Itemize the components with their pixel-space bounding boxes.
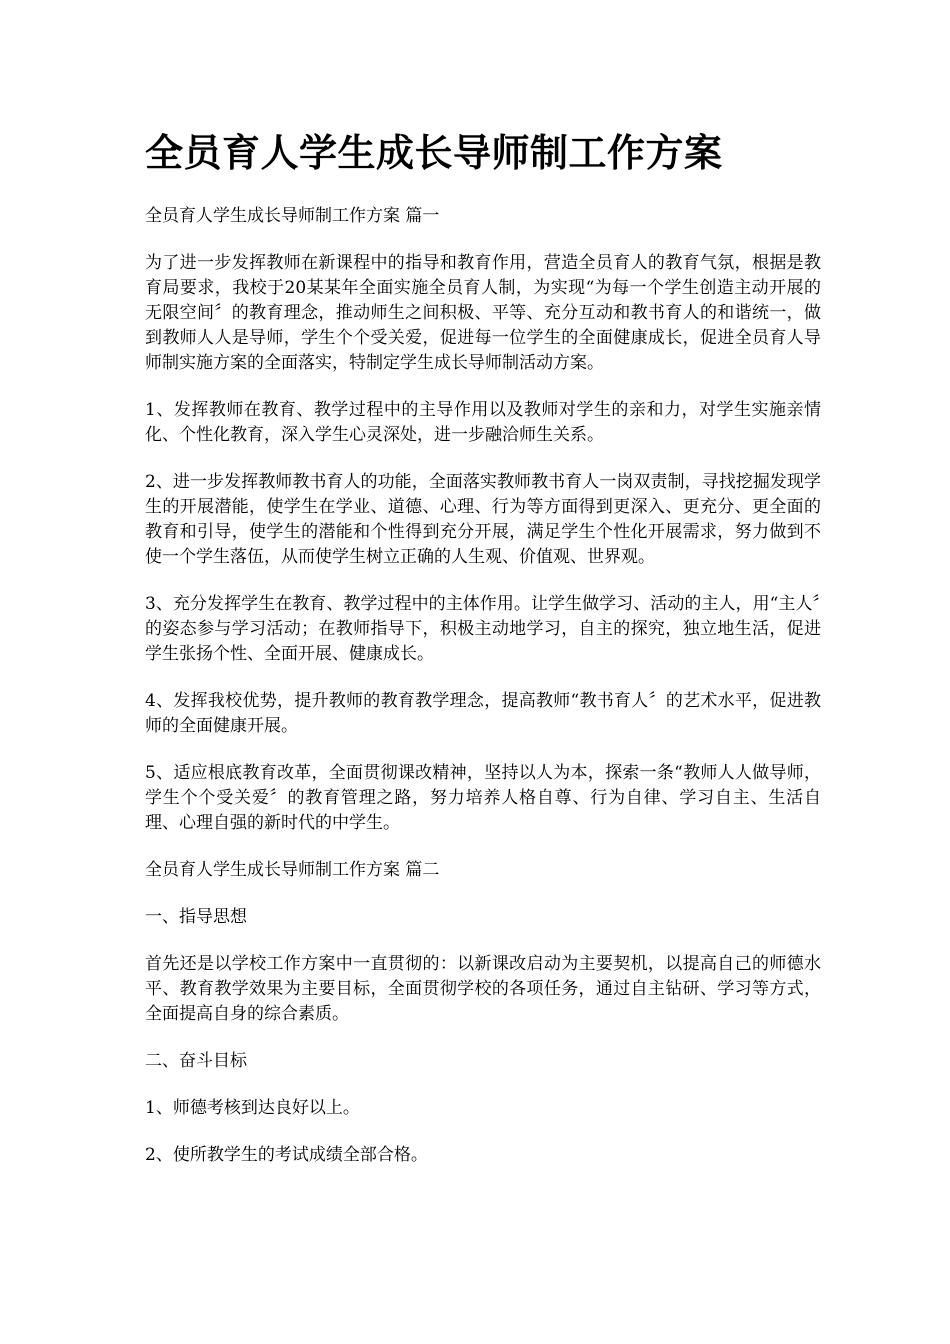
section-heading-1: 全员育人学生成长导师制工作方案 篇一 <box>145 206 440 226</box>
goal-item-5: 5、适应根底教育改革，全面贯彻课改精神，坚持以人为本，探索一条“教师人人做导师，学生个个受关爱〞的教育管理之路，努力培养人格自尊、行为自律、学习自主、生活自理、心理自强的新时代的中学生。 <box>145 763 821 833</box>
objective-item-1: 1、师德考核到达良好以上。 <box>145 1098 360 1118</box>
goal-item-3: 3、充分发挥学生在教育、教学过程中的主体作用。让学生做学习、活动的主人，用“主人〞的姿态参与学习活动；在教师指导下，积极主动地学习，自主的探究，独立地生活，促进学生张扬个性、全面开展、健康成长。 <box>145 594 821 664</box>
guiding-thought-paragraph: 首先还是以学校工作方案中一直贯彻的：以新课改启动为主要契机，以提高自己的师德水平、教育教学效果为主要目标，全面贯彻学校的各项任务，通过自主钻研、学习等方式，全面提高自身的综合素质。 <box>145 954 821 1024</box>
objective-item-2: 2、使所教学生的考试成绩全部合格。 <box>145 1145 428 1165</box>
subheading-objectives: 二、奋斗目标 <box>145 1051 247 1071</box>
goal-item-4: 4、发挥我校优势，提升教师的教育教学理念，提高教师“教书育人〞的艺术水平，促进教师的全面健康开展。 <box>145 691 821 736</box>
document-body <box>145 128 821 1190</box>
section-heading-2: 全员育人学生成长导师制工作方案 篇二 <box>145 860 440 880</box>
goal-item-2: 2、进一步发挥教师教书育人的功能，全面落实教师教书育人一岗双责制，寻找挖掘发现学生的开展潜能，使学生在学业、道德、心理、行为等方面得到更深入、更充分、更全面的教育和引导，使学生的潜能和个性得到充分开展，满足学生个性化开展需求，努力做到不使一个学生落伍，从而使学生树立正确的人生观、价值观、世界观。 <box>145 472 821 567</box>
document-title: 全员育人学生成长导师制工作方案 <box>145 130 723 175</box>
goal-item-1: 1、发挥教师在教育、教学过程中的主导作用以及教师对学生的亲和力，对学生实施亲情化、个性化教育，深入学生心灵深处，进一步融洽师生关系。 <box>145 400 821 445</box>
subheading-guiding-thought: 一、指导思想 <box>145 907 247 927</box>
intro-paragraph: 为了进一步发挥教师在新课程中的指导和教育作用，营造全员育人的教育气氛，根据是教育局要求，我校于20某某年全面实施全员育人制，为实现“为每一个学生创造主动开展的无限空间〞的教育理念，推动师生之间积极、平等、充分互动和教书育人的和谐统一，做到教师人人是导师，学生个个受关爱，促进每一位学生的全面健康成长，促进全员育人导师制实施方案的全面落实，特制定学生成长导师制活动方案。 <box>145 253 821 373</box>
